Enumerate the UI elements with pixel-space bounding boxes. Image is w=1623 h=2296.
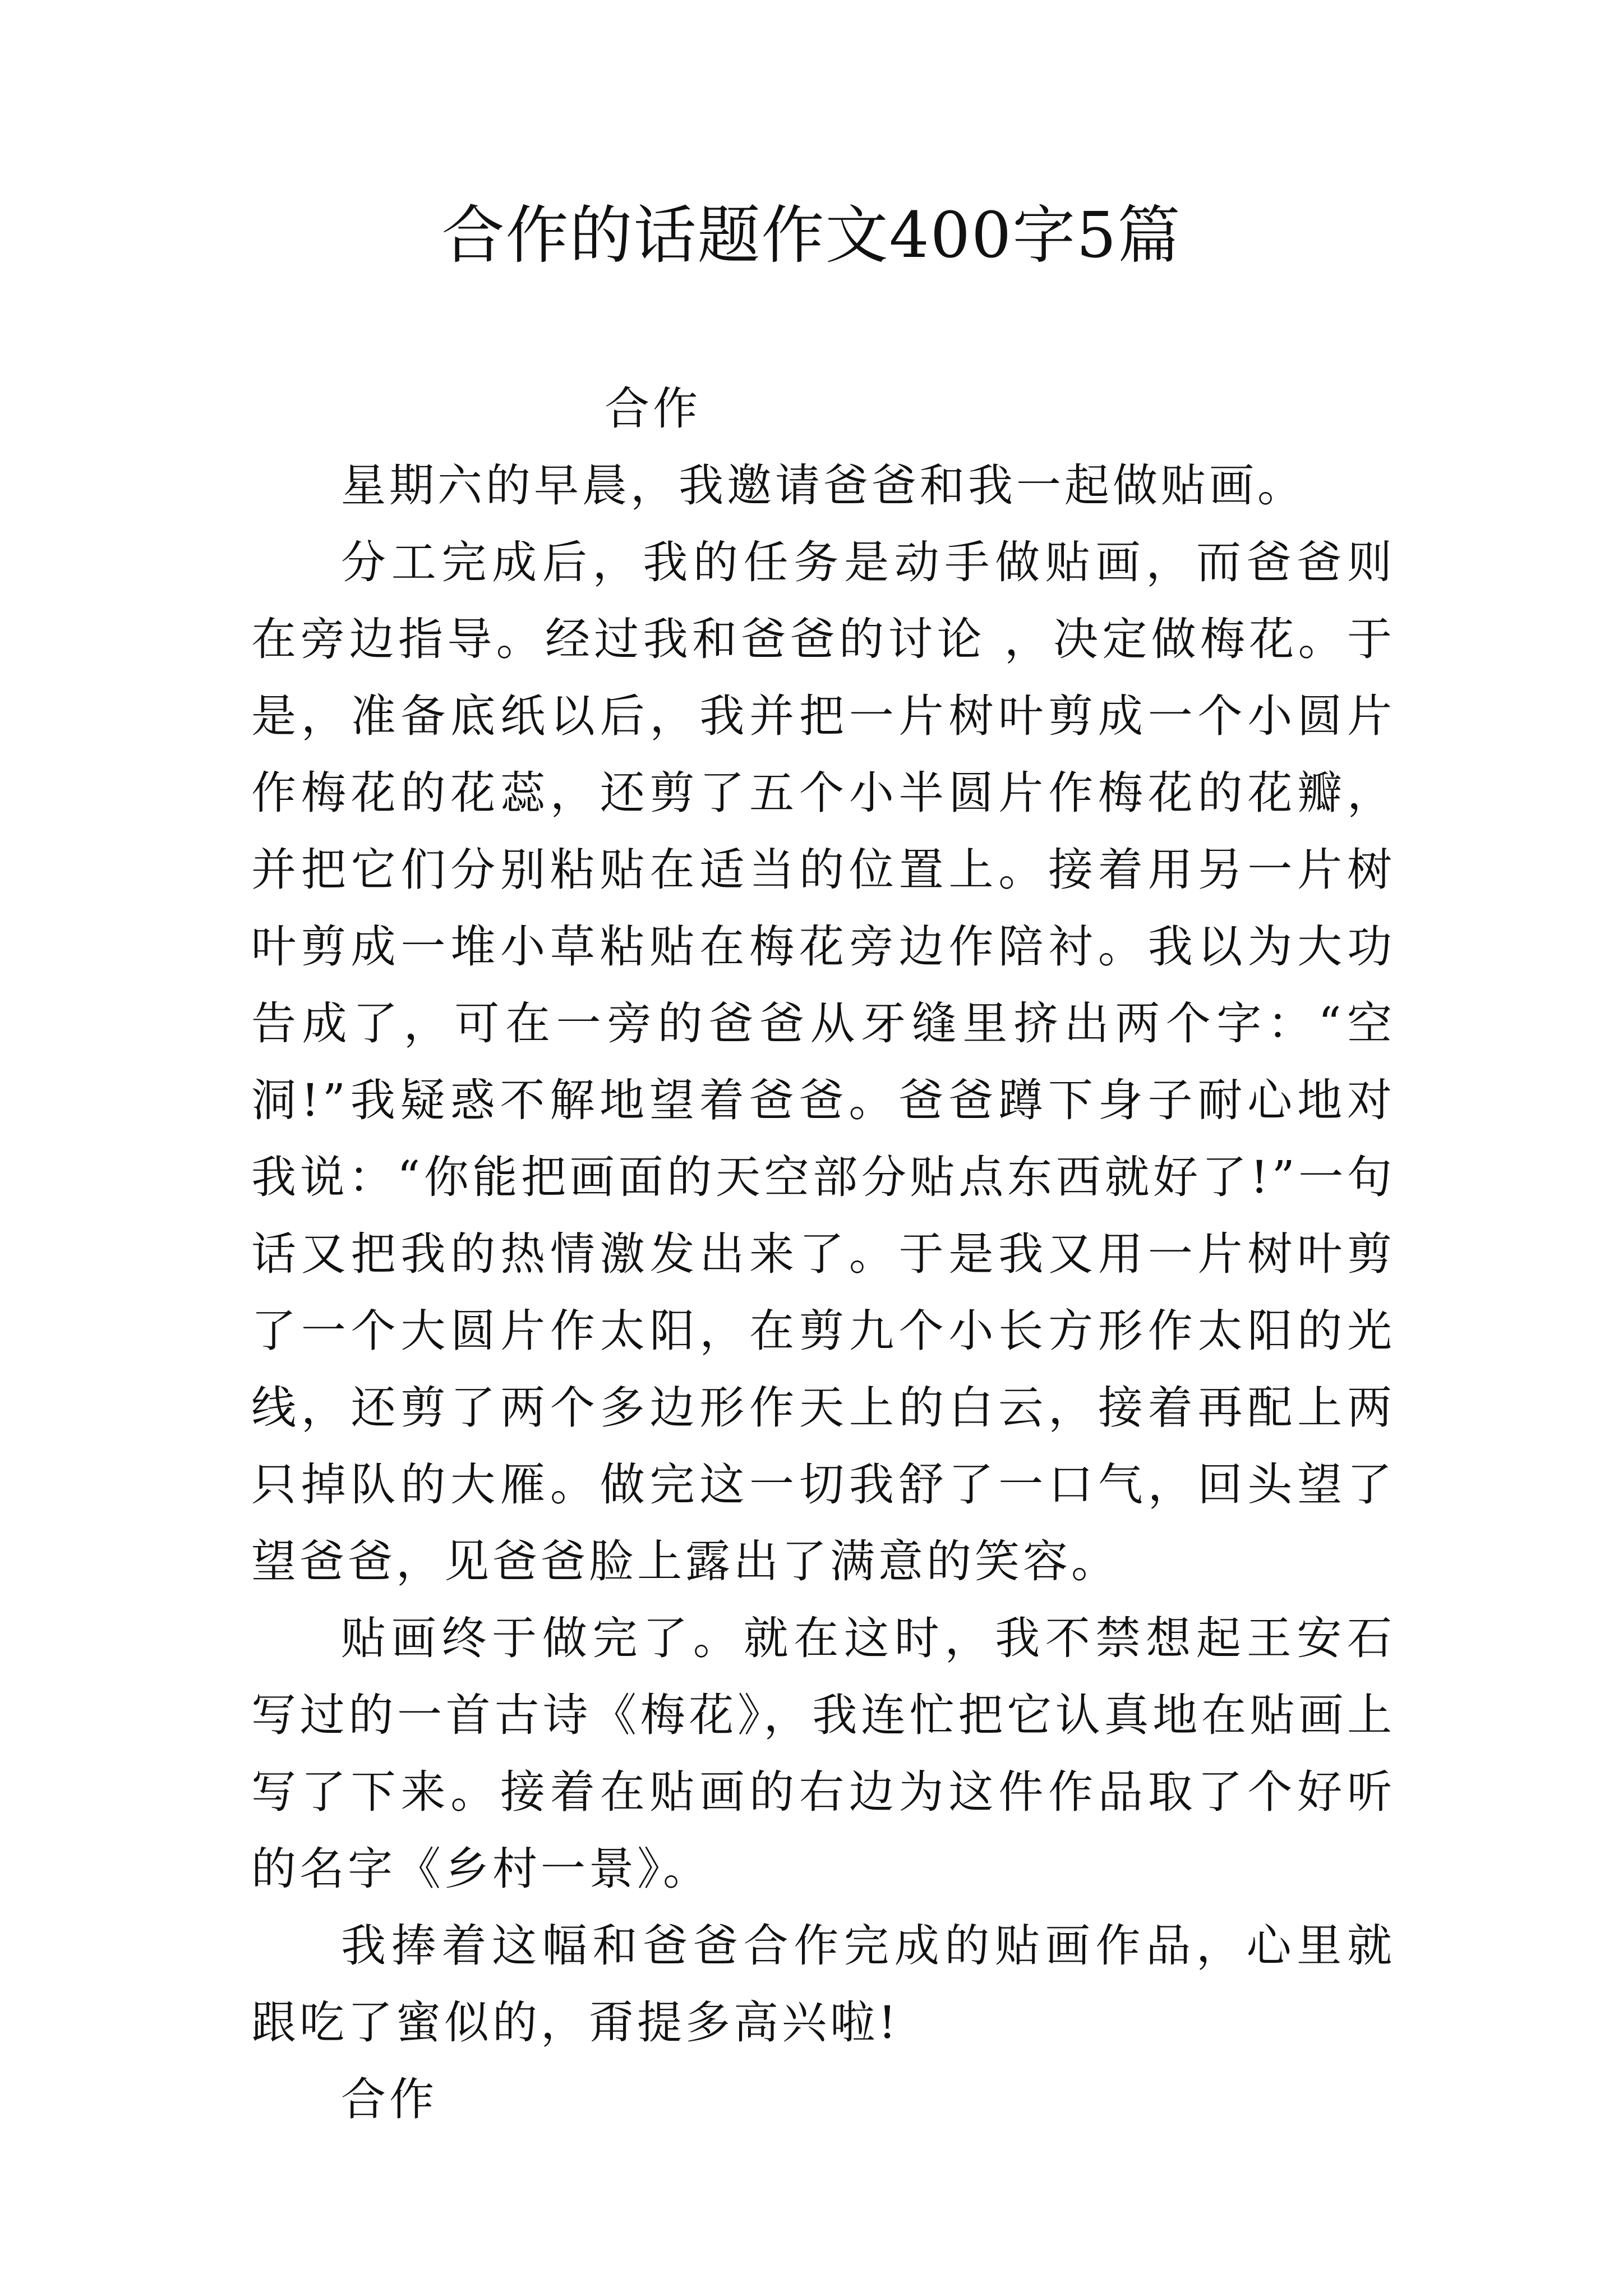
- paragraph: 贴画终于做完了。就在这时，我不禁想起王安石写过的一首古诗《梅花》，我连忙把它认真地在贴画上写了下来。接着在贴画的右边为这件作品取了个好听的名字《乡村一景》。: [251, 1612, 1395, 1895]
- document-title: 合作的话题作文400字5篇: [441, 199, 1182, 272]
- paragraph: 我捧着这幅和爸爸合作完成的贴画作品，心里就跟吃了蜜似的，甭提多高兴啦!: [251, 1920, 1395, 2049]
- section-heading: 合作: [605, 383, 701, 435]
- paragraph: 星期六的早晨，我邀请爸爸和我一起做贴画。: [341, 459, 1306, 512]
- paragraph: 分工完成后，我的任务是动手做贴画，而爸爸则在旁边指导。经过我和爸爸的讨论 ，决定做梅花。于是，准备底纸以后，我并把一片树叶剪成一个小圆片作梅花的花蕊，还剪了五个小半圆片作梅花的花瓣，并把它们分别粘贴在适当的位置上。接着用另一片树叶剪成一堆小草粘贴在梅花旁边作陪衬。我以为大功告成了，可在一旁的爸爸从牙缝里挤出两个字：“空洞!”我疑惑不解地望着爸爸。爸爸蹲下身子耐心地对我说：“你能把画面的天空部分贴点东西就好了!”一句话又把我的热情激发出来了。于是我又用一片树叶剪了一个大圆片作太阳，在剪九个小长方形作太阳的光线，还剪了两个多边形作天上的白云，接着再配上两只掉队的大雁。做完这一切我舒了一口气，回头望了望爸爸，见爸爸脸上露出了满意的笑容。: [251, 536, 1395, 1588]
- section-heading: 合作: [341, 2073, 437, 2125]
- document-body: [251, 370, 1395, 2138]
